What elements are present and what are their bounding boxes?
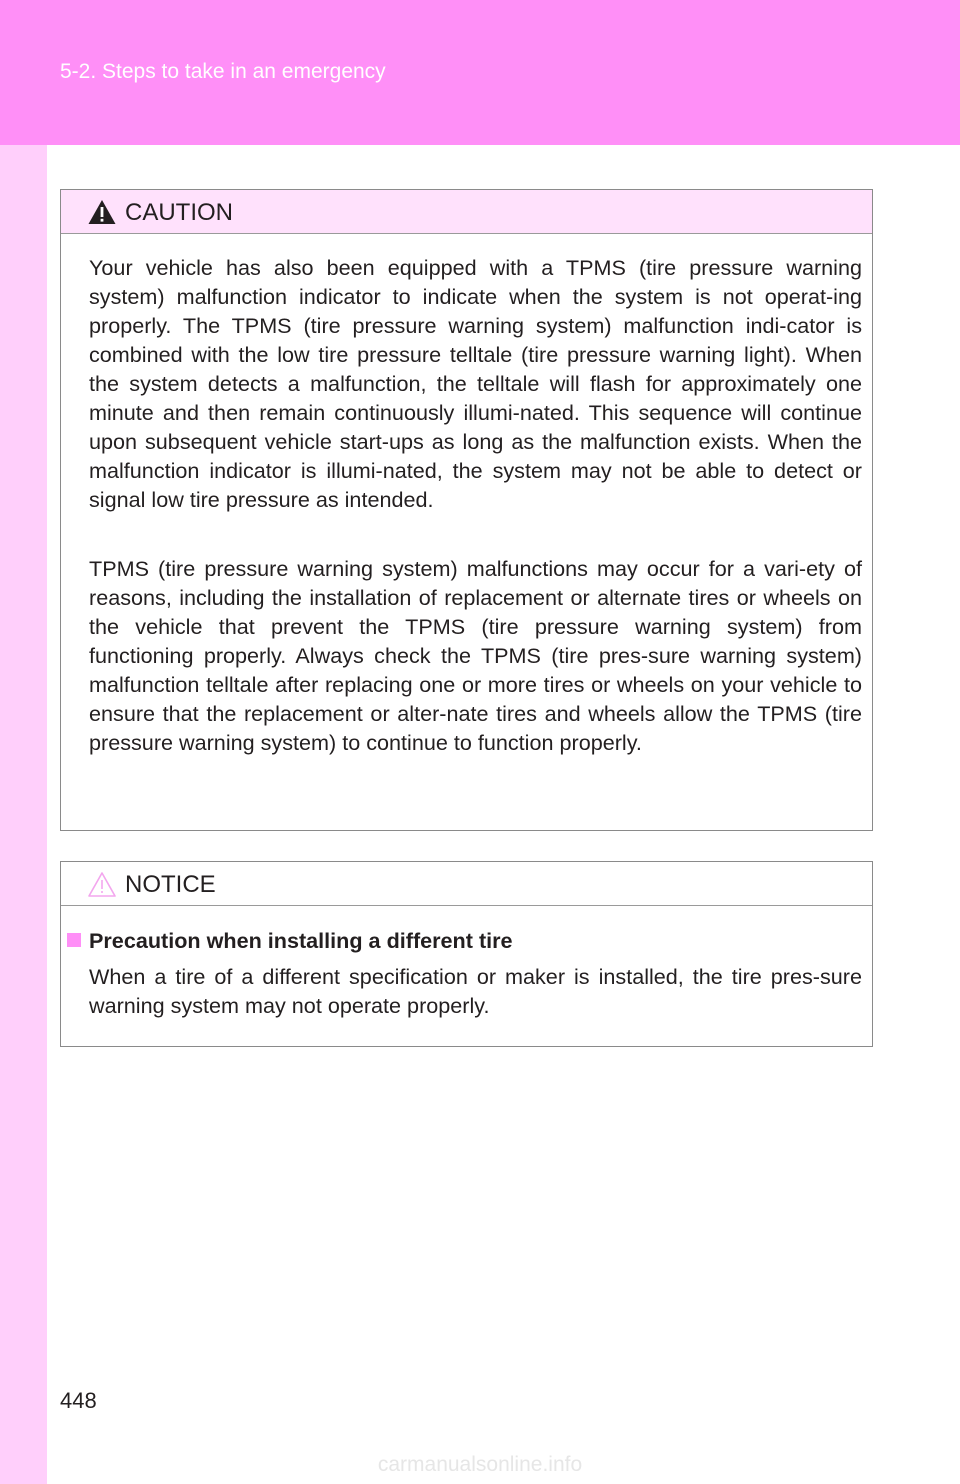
notice-label: NOTICE: [125, 871, 216, 898]
page-number: 448: [60, 1388, 97, 1413]
side-strip: [0, 145, 47, 1484]
caution-header: [61, 190, 872, 234]
notice-body: When a tire of a different specification or maker is installed, the tire pres-sure warning system may not operate properly.: [89, 964, 862, 1018]
square-bullet-icon: [67, 933, 81, 947]
caution-paragraph-1: Your vehicle has also been equipped with a TPMS (tire pressure warning system) malfunction indicator to indicate when the system is not operat-ing properly. The TPMS (tire pressure warning system) malfunction indi-cator is combined with the low tire pressure telltale (tire pressure warning light). When the system detects a malfunction, the telltale will flash for approximately one minute and then remain continuously illumi-nated. This sequence will continue upon subsequent vehicle start-ups as long as the malfunction exists. When the malfunction indicator is illumi-nated, the system may not be able to detect or signal low tire pressure as intended.: [89, 255, 862, 512]
notice-header: [61, 862, 872, 906]
notice-box: [60, 861, 873, 1047]
caution-box: [60, 189, 873, 831]
warning-triangle-filled-icon: [87, 198, 117, 226]
caution-paragraph-2: TPMS (tire pressure warning system) malfunctions may occur for a vari-ety of reasons, including the installation of replacement or alternate tires or wheels on the vehicle that prevent the TPMS (tire pressure warning system) from functioning properly. Always check the TPMS (tire pres-sure warning system) malfunction telltale after replacing one or more tires or wheels on your vehicle to ensure that the replacement or alter-nate tires and wheels allow the TPMS (tire pressure warning system) to continue to function properly.: [89, 556, 862, 755]
warning-triangle-outline-icon: [87, 870, 117, 898]
section-title: 5-2. Steps to take in an emergency: [60, 60, 386, 83]
notice-heading: [67, 926, 513, 955]
caution-label: CAUTION: [125, 199, 233, 226]
watermark: carmanualsonline.info: [377, 1453, 583, 1476]
notice-heading-text: Precaution when installing a different tire: [89, 928, 513, 953]
